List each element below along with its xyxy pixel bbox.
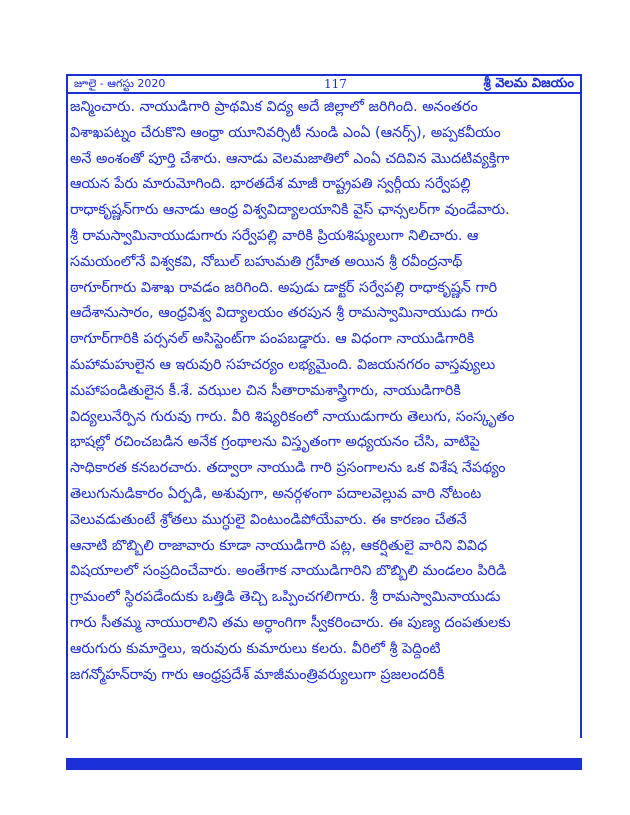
text-line: జగన్మోహన్‌రావు గారు ఆంధ్రప్రదేశ్ మాజీమంత్రివర్యులుగా ప్రజలందరికీ [70, 666, 445, 683]
text-line: ఆదేశానుసారం, ఆంధ్రవిశ్వ విద్యాలయం తరపున శ్రీ రామస్వామినాయుడు గారు [70, 305, 498, 322]
text-line: వెలువడుతుంటే శ్రోతలు ముగ్ధులై వింటుండిపోయేవారు. ఈ కారణం చేతనే [70, 511, 467, 528]
text-line: మహామహులైన ఆ ఇరువురి సహచర్యం లభ్యమైంది. విజయనగరం వాస్తవ్యులు [70, 356, 496, 373]
page-frame [66, 74, 582, 774]
text-line: మహాపండితులైన కీ.శే. వఝుల చిన సీతారామశాస్త్రిగారు, నాయుడిగారికి [70, 382, 461, 399]
text-line: అనే అంశంతో పూర్తి చేశారు. ఆనాడు వెలమజాతిలో ఎంఏ చదివిన మొదటివ్యక్తిగా [70, 150, 510, 167]
text-line: సాధికారత కనబరచారు. తద్వారా నాయుడి గారి ప్రసంగాలను ఒక విశేష నేపథ్యం [70, 460, 506, 477]
text-line: శ్రీ రామస్వామినాయుడుగారు సర్వేపల్లి వారికి ప్రియశిష్యులుగా నిలిచారు. ఆ [70, 227, 479, 244]
text-line: ఠాగూర్‌గారికి పర్సనల్ అసిస్టెంట్‌గా పంపబడ్డారు. ఆ విధంగా నాయుడిగారికి [70, 331, 475, 348]
text-line: ఆరుగురు కుమార్తెలు, ఇరువురు కుమారులు కలరు. వీరిలో శ్రీ పెద్దింటి [70, 640, 441, 657]
text-line: గ్రామంలో స్థిరపడేందుకు ఒత్తిడి తెచ్చి ఒప్పించగలిగారు. శ్రీ రామస్వామినాయుడు [70, 589, 501, 606]
text-line: తెలుగునుడికారం ఏర్పడి, అశువుగా, అనర్గళంగా పదాలవెల్లువ వారి నోటంట [70, 485, 482, 502]
text-line: ఠాగూర్‌గారు విశాఖ రావడం జరిగింది. అపుడు డాక్టర్ సర్వేపల్లి రాధాకృష్ణన్ గారి [70, 279, 498, 296]
text-line: విద్యలునేర్పిన గురువు గారు. వీరి శిష్యరికంలో నాయుడుగారు తెలుగు, సంస్కృతం [70, 408, 515, 425]
article-text [70, 95, 578, 688]
article-body [66, 94, 582, 738]
text-line: ఆయన పేరు మారుమోగింది. భారతదేశ మాజీ రాష్ట్రపతి స్వర్గీయ సర్వేపల్లి [70, 176, 471, 193]
page-number: 117 [324, 77, 347, 91]
text-line: జన్మించారు. నాయుడిగారి ప్రాథమిక విద్య అదే జిల్లాలో జరిగింది. అనంతరం [70, 99, 478, 115]
text-line: సమయంలోనే విశ్వకవి, నోబుల్ బహుమతి గ్రహీత అయిన శ్రీ రవీంద్రనాథ్ [70, 253, 463, 270]
magazine-title: శ్రీ వెలమ విజయం [483, 76, 574, 91]
page-header [66, 74, 582, 94]
text-line: గారు సీతమ్మ నాయురాలిని తమ అర్ధాంగిగా స్వీకరించారు. ఈ పుణ్య దంపతులకు [70, 614, 511, 631]
text-line: ఆనాటి బొబ్బిలి రాజావారు కూడా నాయుడిగారి పట్ల, ఆకర్షితులై వారిని వివిధ [70, 537, 488, 554]
text-line: భాషల్లో రచించబడిన అనేక గ్రంథాలను విస్తృతంగా అధ్యయనం చేసి, వాటిపై [70, 434, 480, 451]
footer-bar [66, 758, 582, 770]
text-line: విషయాలలో సంప్రదించేవారు. అంతేగాక నాయుడిగారిని బొబ్బిలి మండలం పిరిడి [70, 563, 507, 580]
issue-date: జూలై - ఆగస్టు 2020 [74, 77, 166, 90]
text-line: విశాఖపట్నం చేరుకొని ఆంధ్రా యూనివర్సిటీ నుండి ఎంఏ (ఆనర్స్), అప్పకవీయం [70, 124, 501, 141]
text-line: రాధాకృష్ణన్‌గారు ఆనాడు ఆంధ్ర విశ్వవిద్యాలయానికి వైస్ ఛాన్సలర్‌గా వుండేవారు. [70, 202, 510, 219]
